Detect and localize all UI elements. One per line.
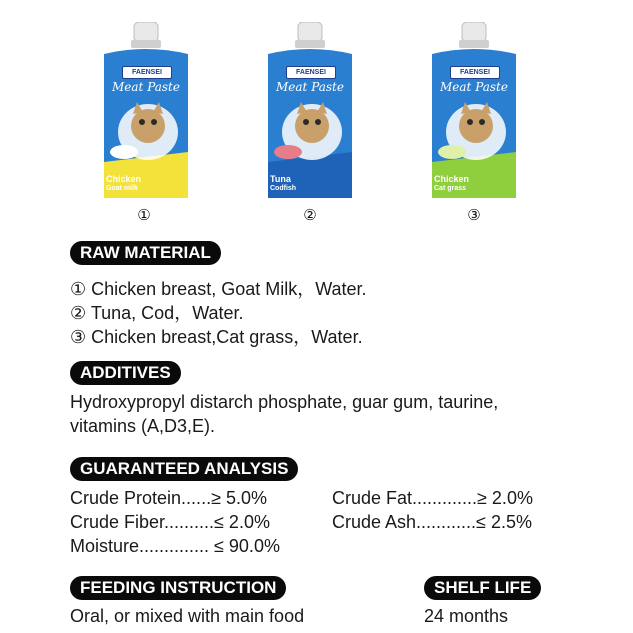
pouch-product-name: Meat Paste: [440, 80, 508, 94]
raw-material-heading: RAW MATERIAL: [70, 241, 221, 265]
feeding-instruction-text: Oral, or mixed with main food: [70, 606, 305, 626]
additives-line-2: vitamins (A,D3,E).: [70, 416, 216, 436]
shelf-life-heading: SHELF LIFE: [424, 576, 541, 600]
product-pouch-chicken-cat-grass: [424, 22, 524, 204]
pouch-flavor-secondary: Codfish: [270, 185, 297, 192]
analysis-moisture: Moisture.............. ≤ 90.0%: [70, 536, 280, 556]
pouch-brand-label: FAENSEI: [286, 66, 336, 79]
additives-line-1: Hydroxypropyl distarch phosphate, guar gum, taurine,: [70, 392, 499, 412]
pouch-flavor-secondary: Cat grass: [434, 185, 466, 192]
analysis-crude-fiber: Crude Fiber..........≤ 2.0%: [70, 512, 270, 532]
raw-material-line-3: ③ Chicken breast,Cat grass，Water.: [70, 327, 363, 347]
product-pouch-chicken-goat-milk: [96, 22, 196, 204]
analysis-crude-ash: Crude Ash............≤ 2.5%: [332, 512, 532, 532]
additives-heading: ADDITIVES: [70, 361, 181, 385]
raw-material-line-2: ② Tuna, Cod，Water.: [70, 303, 244, 323]
pouch-flavor-secondary: Goat milk: [106, 185, 138, 192]
pouch-brand-label: FAENSEI: [122, 66, 172, 79]
raw-material-line-1: ① Chicken breast, Goat Milk，Water.: [70, 279, 367, 299]
shelf-life-text: 24 months: [424, 606, 509, 626]
pouch-flavor-primary: Chicken: [106, 174, 142, 184]
guaranteed-analysis-heading: GUARANTEED ANALYSIS: [70, 457, 298, 481]
product-number-3: ③: [467, 206, 481, 224]
feeding-instruction-heading: FEEDING INSTRUCTION: [70, 576, 286, 600]
pouch-product-name: Meat Paste: [276, 80, 344, 94]
pouch-product-name: Meat Paste: [112, 80, 180, 94]
pouch-flavor-primary: Tuna: [270, 174, 291, 184]
analysis-crude-fat: Crude Fat.............≥ 2.0%: [332, 488, 533, 508]
product-number-2: ②: [303, 206, 317, 224]
pouch-brand-label: FAENSEI: [450, 66, 500, 79]
product-pouch-tuna-codfish: [260, 22, 360, 204]
product-number-1: ①: [137, 206, 151, 224]
analysis-crude-protein: Crude Protein......≥ 5.0%: [70, 488, 267, 508]
pouch-flavor-primary: Chicken: [434, 174, 470, 184]
